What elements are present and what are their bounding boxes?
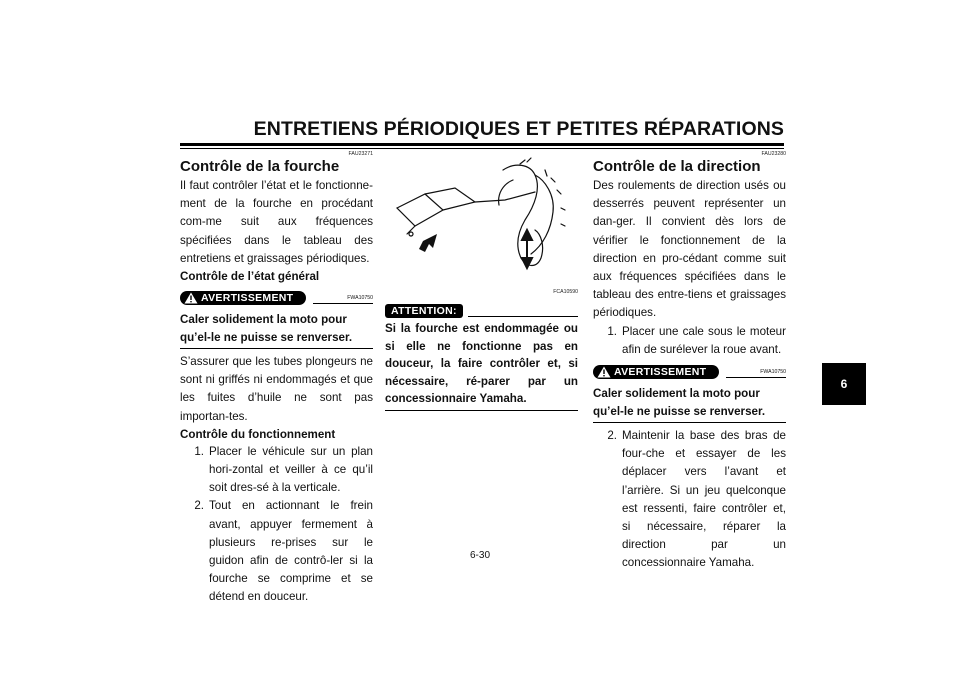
title-rule xyxy=(180,143,784,146)
list-item xyxy=(180,443,373,498)
step-text: Tout en actionnant le frein avant, appuyer fermement à plusieurs re-prises sur le guidon afin de contrô-ler si la fourche se comprime et se détend en douceur. xyxy=(209,499,373,604)
step-text: Maintenir la base des bras de four-che et essayer de les déplacer vers l’avant et l’arrière. Si un jeu quelconque est ressenti, faire contrôler et, si nécessaire, réparer la direction par un concessionnaire Yamaha. xyxy=(622,429,786,570)
step-number: 2. xyxy=(607,429,617,443)
column-steering-check xyxy=(593,150,786,573)
warning-rule xyxy=(180,348,373,349)
warning-line xyxy=(726,377,786,378)
attention-rule xyxy=(385,410,578,411)
attention-header xyxy=(385,302,578,320)
attention-line xyxy=(468,316,578,317)
step-number: 1. xyxy=(194,444,204,458)
section-heading: Contrôle de la fourche xyxy=(180,158,340,175)
section-code: FAU23280 xyxy=(761,151,786,157)
section-heading: Contrôle de la direction xyxy=(593,158,761,175)
warning-line xyxy=(313,303,373,304)
title-rule-thin xyxy=(180,148,784,149)
warning-label: AVERTISSEMENT xyxy=(201,292,294,305)
chapter-tab: 6 xyxy=(822,363,866,405)
step-number: 2. xyxy=(194,499,204,513)
warning-rule xyxy=(593,422,786,423)
column-fork-check xyxy=(180,150,373,607)
warning-header xyxy=(180,289,373,311)
motorcycle-fork-illustration xyxy=(385,150,578,280)
push-arrow-icon xyxy=(419,234,437,252)
warning-triangle-icon xyxy=(597,366,611,378)
step-text: Placer le véhicule sur un plan hori-zontal et veiller à ce qu’il soit dres-sé à la verticale. xyxy=(209,444,373,495)
warning-text: Caler solidement la moto pour qu’el-le ne puisse se renverser. xyxy=(180,313,353,344)
warning-badge xyxy=(593,365,719,379)
list-item xyxy=(180,497,373,606)
column-illustration xyxy=(385,150,578,415)
check-paragraph: S’assurer que les tubes plongeurs ne sont ni griffés ni endommagés et que les fuites d’huile ne sont pas importan-tes. xyxy=(180,355,373,423)
attention-badge: ATTENTION: xyxy=(385,304,463,318)
list-item xyxy=(593,427,786,573)
subheading-general: Contrôle de l’état général xyxy=(180,270,320,284)
step-number: 1. xyxy=(607,324,617,338)
warning-label: AVERTISSEMENT xyxy=(614,366,707,379)
warning-text: Caler solidement la moto pour qu’el-le ne puisse se renverser. xyxy=(593,387,766,418)
intro-paragraph: Des roulements de direction usés ou desserrés peuvent représenter un dan-ger. Il convient dès lors de vérifier le fonctionnement de la direction en pro-cédant comme suit aux fréquences spécifiées dans le tableau des entre-tiens et graissages périodiques. xyxy=(593,179,786,320)
section-code: FAU23271 xyxy=(348,151,373,157)
list-item xyxy=(593,323,786,359)
warning-code: FWA10750 xyxy=(760,369,786,376)
page-number: 6-30 xyxy=(469,550,490,561)
attention-code: FCA10590 xyxy=(553,289,578,296)
subheading-operation: Contrôle du fonctionnement xyxy=(180,427,336,441)
warning-badge xyxy=(180,291,306,305)
warning-triangle-icon xyxy=(184,292,198,304)
page-title: ENTRETIENS PÉRIODIQUES ET PETITES RÉPARATIONS xyxy=(253,118,784,140)
intro-paragraph: Il faut contrôler l’état et le fonctionne-ment de la fourche en procédant com-me suit aux fréquences spécifiées dans le tableau des entretiens et graissages périodiques. xyxy=(180,179,373,265)
warning-header xyxy=(593,363,786,385)
warning-code: FWA10750 xyxy=(347,295,373,302)
attention-text: Si la fourche est endommagée ou si elle ne fonctionne pas en douceur, la faire contrôler et, si nécessaire, ré-parer par un concessionnaire Yamaha. xyxy=(385,322,578,406)
step-text: Placer une cale sous le moteur afin de surélever la roue avant. xyxy=(622,324,786,356)
